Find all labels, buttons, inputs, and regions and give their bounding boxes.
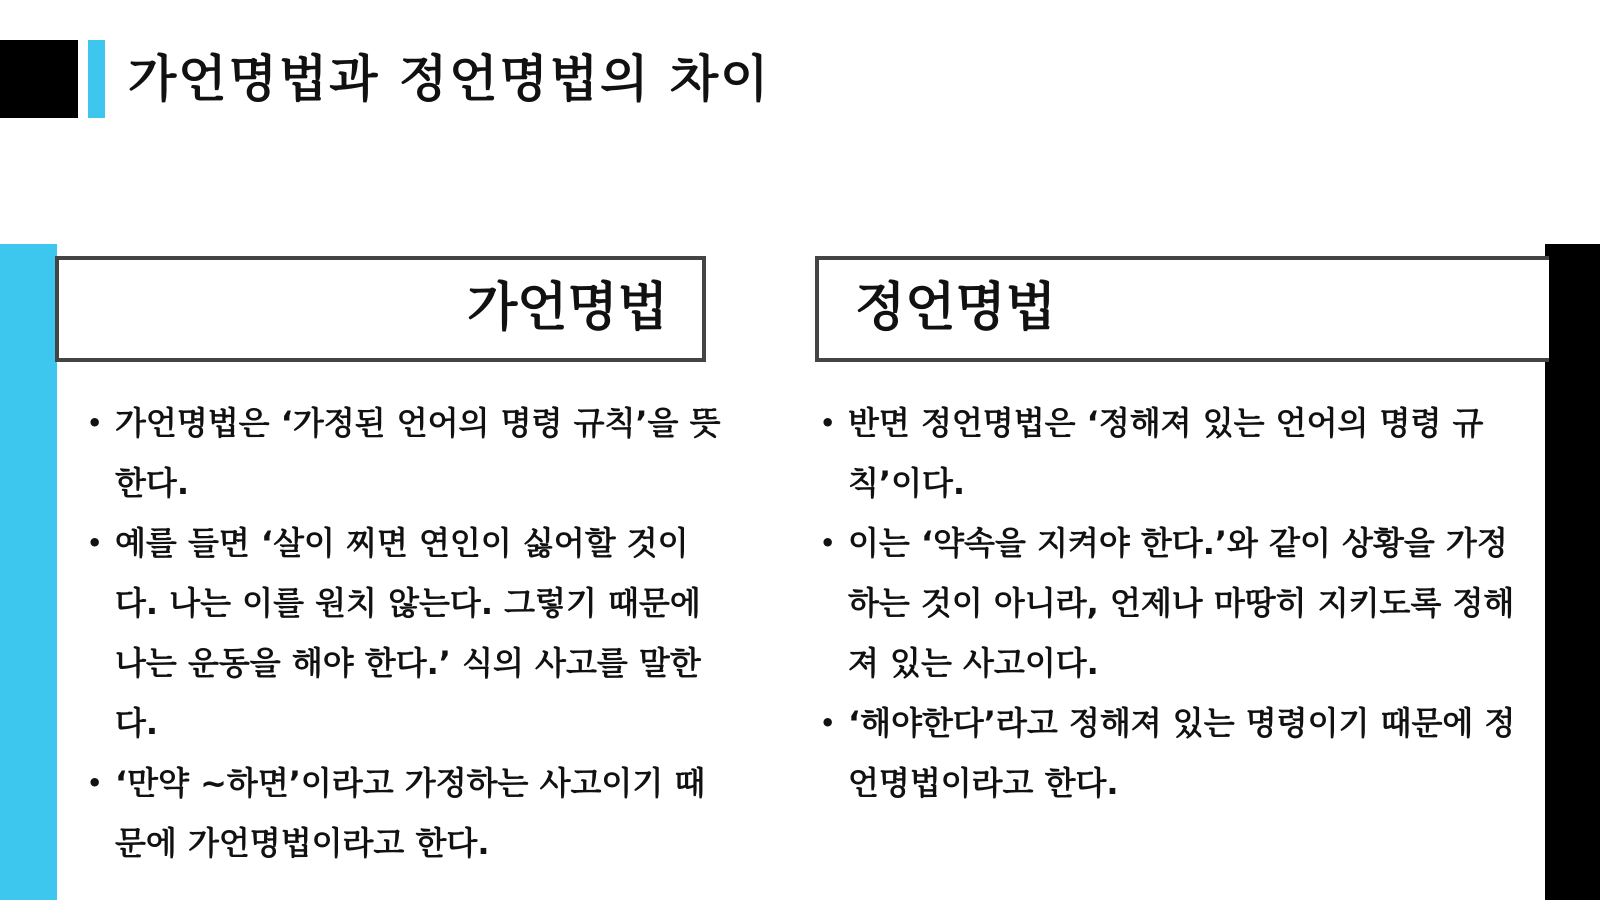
bullet-dot-icon: •: [820, 709, 836, 737]
bullet-dot-icon: •: [87, 529, 103, 557]
slide-title: 가언명법과 정언명법의 차이: [128, 50, 771, 108]
bullet-dot-icon: •: [87, 769, 103, 797]
title-accent-bar: [88, 40, 105, 118]
left-accent-bar: [0, 244, 57, 900]
bullet-text: ‘해야한다’라고 정해져 있는 명령이기 때문에 정언명법이라고 한다.: [848, 704, 1516, 802]
bullet-item: [820, 513, 1520, 693]
right-accent-bar: [1545, 244, 1600, 900]
categorical-imperative-heading: 정언명법: [815, 256, 1549, 362]
bullet-item: [820, 693, 1520, 813]
bullet-text: 반면 정언명법은 ‘정해져 있는 언어의 명령 규칙’이다.: [848, 404, 1484, 502]
bullet-text: 예를 들면 ‘살이 찌면 연인이 싫어할 것이다. 나는 이를 원치 않는다. 그렇기 때문에 나는 운동을 해야 한다.’ 식의 사고를 말한다.: [115, 524, 701, 742]
bullet-dot-icon: •: [87, 409, 103, 437]
bullet-dot-icon: •: [820, 529, 836, 557]
bullet-item: [87, 753, 727, 873]
hypothetical-imperative-heading: 가언명법: [55, 256, 706, 362]
bullet-item: [820, 393, 1520, 513]
bullet-text: 가언명법은 ‘가정된 언어의 명령 규칙’을 뜻한다.: [115, 404, 721, 502]
hypothetical-imperative-list: [87, 393, 727, 873]
categorical-imperative-list: [820, 393, 1520, 813]
bullet-dot-icon: •: [820, 409, 836, 437]
bullet-item: [87, 513, 727, 753]
title-black-block: [0, 40, 78, 118]
bullet-item: [87, 393, 727, 513]
bullet-text: 이는 ‘약속을 지켜야 한다.’와 같이 상황을 가정하는 것이 아니라, 언제나 마땅히 지키도록 정해져 있는 사고이다.: [848, 524, 1515, 682]
bullet-text: ‘만약 ~하면’이라고 가정하는 사고이기 때문에 가언명법이라고 한다.: [115, 764, 706, 862]
